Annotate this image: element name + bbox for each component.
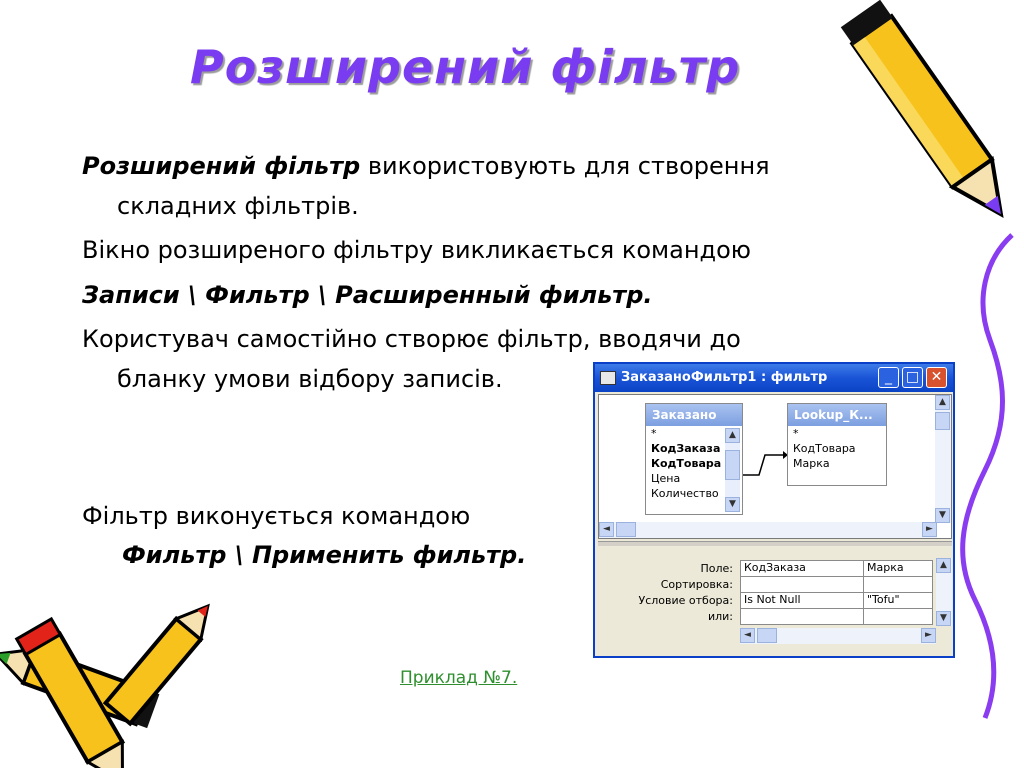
- scroll-down-icon[interactable]: ▼: [725, 497, 740, 512]
- paragraph-1-rest: використовують для створення: [360, 152, 770, 180]
- scroll-thumb[interactable]: [935, 412, 950, 430]
- table-lookup[interactable]: [787, 403, 887, 486]
- upper-horizontal-scrollbar[interactable]: [599, 522, 937, 538]
- field-item[interactable]: *: [651, 427, 657, 440]
- purple-swirl-line: [963, 235, 1012, 718]
- example-link[interactable]: Приклад №7.: [400, 668, 518, 688]
- term-advanced-filter: Розширений фільтр: [82, 152, 361, 180]
- grid-cell[interactable]: [740, 608, 864, 625]
- grid-cell[interactable]: КодЗаказа: [740, 560, 864, 577]
- scroll-thumb[interactable]: [725, 450, 740, 480]
- field-item[interactable]: КодТовара: [793, 442, 856, 455]
- grid-cell[interactable]: [863, 576, 933, 593]
- field-item[interactable]: КодТовара: [651, 457, 722, 470]
- grid-vertical-scrollbar[interactable]: [936, 558, 952, 626]
- grid-cell[interactable]: [740, 576, 864, 593]
- paragraph-2: Вікно розширеного фільтру викликається командою: [82, 236, 751, 264]
- maximize-button[interactable]: □: [902, 367, 923, 388]
- scroll-down-icon[interactable]: ▼: [935, 508, 950, 523]
- relationship-line: [739, 445, 789, 485]
- row-label-sort: Сортировка:: [660, 578, 733, 591]
- slide-title: Розширений фільтр: [190, 40, 741, 94]
- close-button[interactable]: ✕: [926, 367, 947, 388]
- menu-path-advanced: Записи \ Фильтр \ Расширенный фильтр.: [82, 281, 653, 309]
- row-label-field: Поле:: [700, 562, 733, 575]
- paragraph-4-line2: бланку умови відбору записів.: [117, 365, 503, 393]
- filter-window: [593, 362, 955, 658]
- criteria-grid: [598, 548, 952, 655]
- table-zakazano-scrollbar[interactable]: [725, 428, 740, 512]
- grid-horizontal-scrollbar[interactable]: [740, 628, 936, 644]
- paragraph-5: Фільтр виконується командою: [82, 502, 471, 530]
- field-item[interactable]: *: [793, 427, 799, 440]
- field-item[interactable]: Цена: [651, 472, 681, 485]
- tables-pane: [598, 394, 952, 539]
- grid-cell[interactable]: Is Not Null: [740, 592, 864, 609]
- grid-cell[interactable]: Марка: [863, 560, 933, 577]
- table-zakazano[interactable]: [645, 403, 743, 515]
- row-label-or: или:: [707, 610, 733, 623]
- minimize-button[interactable]: _: [878, 367, 899, 388]
- scroll-up-icon[interactable]: ▲: [725, 428, 740, 443]
- paragraph-1: [82, 152, 770, 180]
- upper-vertical-scrollbar[interactable]: [935, 395, 951, 523]
- scroll-up-icon[interactable]: ▲: [936, 558, 951, 573]
- menu-path-apply: Фильтр \ Применить фильтр.: [122, 541, 527, 569]
- scroll-left-icon[interactable]: ◄: [599, 522, 614, 537]
- scroll-up-icon[interactable]: ▲: [935, 395, 950, 410]
- scroll-down-icon[interactable]: ▼: [936, 611, 951, 626]
- pencil-icon-bottom-c: [106, 596, 221, 724]
- table-zakazano-header: Заказано: [646, 404, 742, 426]
- window-title: ЗаказаноФильтр1 : фильтр: [621, 370, 828, 385]
- scroll-left-icon[interactable]: ◄: [740, 628, 755, 643]
- table-lookup-header: Lookup_К...: [788, 404, 886, 426]
- scroll-right-icon[interactable]: ►: [922, 522, 937, 537]
- paragraph-4-line1: Користувач самостійно створює фільтр, вводячи до: [82, 325, 741, 353]
- grid-cell[interactable]: "Tofu": [863, 592, 933, 609]
- field-item[interactable]: Марка: [793, 457, 830, 470]
- grid-cell[interactable]: [863, 608, 933, 625]
- scroll-thumb[interactable]: [616, 522, 636, 537]
- window-titlebar[interactable]: [595, 364, 953, 392]
- scroll-thumb[interactable]: [757, 628, 777, 643]
- pane-splitter[interactable]: [598, 541, 952, 546]
- scroll-right-icon[interactable]: ►: [921, 628, 936, 643]
- paragraph-1-line2: складних фільтрів.: [117, 192, 359, 220]
- field-item[interactable]: Количество: [651, 487, 719, 500]
- field-item[interactable]: КодЗаказа: [651, 442, 721, 455]
- row-label-criteria: Условие отбора:: [638, 594, 733, 607]
- app-icon: [600, 371, 616, 385]
- pencil-icon-top: [841, 0, 1021, 228]
